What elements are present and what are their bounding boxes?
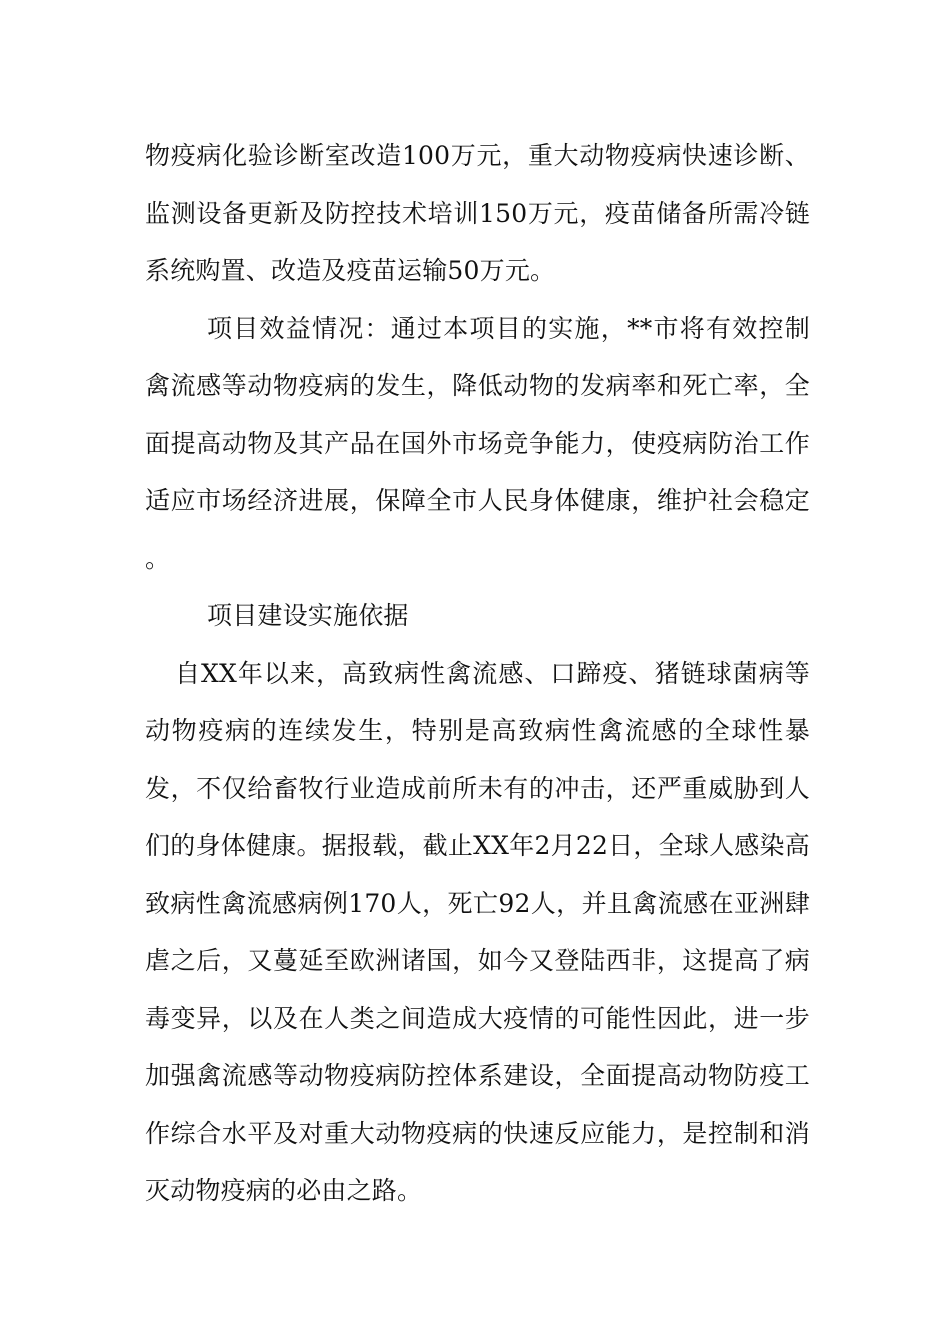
paragraph-project-benefits: 项目效益情况：通过本项目的实施，**市将有效控制禽流感等动物疫病的发生，降低动物的发病率和死亡率，全面提高动物及其产品在国外市场竞争能力，使疫病防治工作适应市场经济进展，保障全市人民身体健康，维护社会稳定 。	[145, 313, 810, 573]
document-body	[145, 127, 810, 1220]
section-heading-implementation-basis: 项目建设实施依据	[207, 601, 409, 630]
paragraph-implementation-basis: 自XX年以来，高致病性禽流感、口蹄疫、猪链球菌病等动物疫病的连续发生，特别是高致病性禽流感的全球性暴发，不仅给畜牧行业造成前所未有的冲击，还严重威胁到人们的身体健康。据报载，截止XX年2月22日，全球人感染高致病性禽流感病例170人，死亡92人，并且禽流感在亚洲肆虐之后，又蔓延至欧洲诸国，如今又登陆西非，这提高了病毒变异，以及在人类之间造成大疫情的可能性因此，进一步加强禽流感等动物疫病防控体系建设，全面提高动物防疫工作综合水平及对重大动物疫病的快速反应能力，是控制和消灭动物疫病的必由之路。	[145, 658, 810, 1205]
paragraph-funding-details: 物疫病化验诊断室改造100万元，重大动物疫病快速诊断、监测设备更新及防控技术培训150万元，疫苗储备所需冷链系统购置、改造及疫苗运输50万元。	[145, 141, 810, 285]
